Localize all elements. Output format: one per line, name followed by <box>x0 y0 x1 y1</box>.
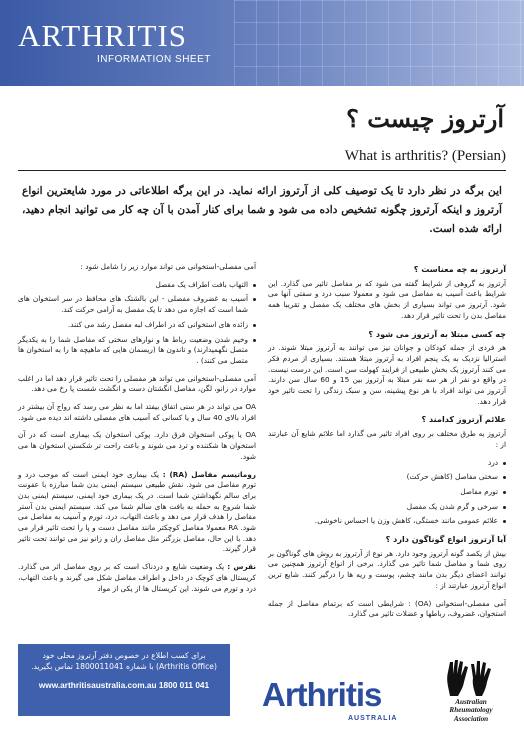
paragraph: آمی مفصلی-استخوانی می تواند موارد زیر را شامل شود : <box>80 262 256 271</box>
heading-symptoms: علائم آرتروز کدامند ؟ <box>421 414 506 425</box>
ra-text: یک بیماری خود ایمنی است که موجب درد و تورم مفاصل می شود. نقش طبیعی سیستم ایمنی بدن شما مبارزه با عفونت برای سالم نگهداشتن شما است. در یک بیماری خود ایمنی، سیستم ایمنی بدن شما شروع به حمله به بافت های سالم شما می کند. سیستم ایمنی بدن آستر مفاصل را هدف قرار می دهد و باعث التهاب، درد، تورم و آسیب به مفاصل می شود. RA معمولا مفاصل کوچکتر مانند مفاصل دست و پا را تحت تاثیر قرار می دهد. با این حال، مفاصل بزرگتر مثل مفاصل ران و زانو نیز می توانند تحت تاثیر قرار گیرند. <box>18 469 256 554</box>
header-brand: ARTHRITIS <box>18 18 188 53</box>
arthritis-australia-logo <box>262 676 398 722</box>
gout-heading: نقرس : <box>227 562 257 572</box>
paragraph: آرتروز به گروهی از شرایط گفته می شود که بر مفاصل تاثیر می گذارد. این شرایط باعث آسیب به مفاصل می شود و معمولا سبب درد و سفتی آنها می شود. آرتروز می تواند بسیاری از بخش های مختلف یک مفصل و تقریبا همه مفاصل بدن را تحت تاثیر قرار دهد. <box>268 278 506 320</box>
list-item: تورم مفاصل <box>268 487 506 498</box>
header-subtitle: INFORMATION SHEET <box>97 54 211 65</box>
contact-line-1: برای کسب اطلاع در خصوص دفتر آرتروز محلی خود <box>42 651 206 660</box>
logo-subtitle: AUSTRALIA <box>348 715 398 722</box>
intro-paragraph: این برگه در نظر دارد تا یک توصیف کلی از آرتروز ارائه نماید. در این برگه اطلاعاتی در مورد شایعترین انواع آرتروز و اینکه آرتروز چگونه تشخیص داده می شود و شما برای کنار آمدن با آن چه کار می توانید انجام دهید، ارائه شده است. <box>22 185 502 235</box>
left-column <box>18 262 256 601</box>
gout-text: یک وضعیت شایع و دردناک است که بر روی مفاصل اثر می گذارد. کریستال های کوچک در داخل و اطراف مفاصل شکل می گیرند و باعث التهاب، درد و تورم می شوند. این کریستال ها از یکی از مواد <box>18 562 256 593</box>
paragraph: آمی مفصلی-استخوانی می تواند هر مفصلی را تحت تاثیر قرار دهد اما در اغلب موارد در زانو، لگن، مفاصل انگشتان دست و انگشت شست پا رخ می دهد. <box>18 373 256 394</box>
contact-url[interactable]: www.arthritisaustralia.com.au 1800 011 041 <box>38 680 210 690</box>
ara-line-3: Association <box>453 714 489 723</box>
paragraph: آرتروز به طرق مختلف بر روی افراد تاثیر می گذارد اما علائم شایع آن عبارتند از : <box>268 429 506 449</box>
paragraph-gout <box>18 562 256 594</box>
symptoms-list <box>268 458 506 528</box>
header-banner <box>0 0 524 86</box>
heading-who-gets-arthritis: چه کسی مبتلا به آرتروز می شود ؟ <box>368 328 506 339</box>
paragraph: OA یا پوکی استخوان فرق دارد. پوکی استخوان یک بیماری است که در آن استخوان ها شکننده و ترد می شوند و باعث راحت تر شکستن استخوان ها می شود. <box>18 430 256 461</box>
heading-types: آیا آرتروز انواع گوناگون دارد ؟ <box>385 534 506 545</box>
paragraph-osteoarthritis: آمی مفصلی-استخوانی (OA) : شرایطی است که برتمام مفاصل از جمله استخوان، غضروف، رباطها و عضلات تاثیر می گذارد. <box>268 598 506 619</box>
logo-name: Arthritis <box>262 676 382 713</box>
ara-hands-icon <box>430 652 504 698</box>
paragraph: هر فردی از جمله کودکان و جوانان نیز می توانند به آرتروز مبتلا شوند. در استرالیا نزدیک به یک پنجم افراد به آرتروز مبتلا هستند. بسیاری از مردم فکر می کنند آرتروز یک بخش طبیعی از فرایند کهولت سن است. این درست نیست. در واقع دو نفر از هر سه نفر مبتلا به آرتروز بین 15 و 60 سال سن دارند. آرتروز می تواند افراد با هر نوع پیشینه، سن و سبک زندگی را تحت تاثیر خود قرار دهد. <box>268 343 506 406</box>
list-item: آسیب به غضروف مفصلی - این بالشتک های محافظ در سر استخوان های شما است که اجازه می دهد تا یک مفصل به آرامی حرکت کند. <box>18 294 256 315</box>
paragraph: OA می تواند در هر سنی اتفاق بیفتد اما به نظر می رسد که رواج آن بیشتر در افراد بالای 40 سال و یا کسانی که آسیب های مفصلی داشته اند دیده می شود. <box>18 402 256 422</box>
title-divider <box>18 170 506 171</box>
list-item: وخیم شدن وضعیت رباط ها و نوارهای سختی که مفاصل شما را به یکدیگر متصل نگهمیدارند) و تاندون ها (ریسمان هایی که ماهیچه ها را به استخوان ها متصل می کنند) . <box>18 335 256 367</box>
list-item: علائم عمومی مانند خستگی، کاهش وزن یا احساس ناخوشی. <box>268 516 506 527</box>
page-title-persian: آرتروز چیست ؟ <box>346 104 504 133</box>
header-grid-decoration <box>234 0 524 86</box>
contact-line-2: (Arthritis Office) با شماره 1800011041 تماس بگیرید. <box>31 662 217 671</box>
ra-heading: روماتیسم مفاصل (RA) : <box>162 469 256 479</box>
page-title-english: What is arthritis? (Persian) <box>344 148 506 164</box>
right-column <box>268 262 506 627</box>
paragraph-ra <box>18 470 256 556</box>
paragraph: بیش از یکصد گونه آرتروز وجود دارد. هر نوع از آرتروز به روش های گوناگون بر روی شما و مفاصل شما تاثیر می گذارد. برخی از انواع آرتروز همچنین می توانند اعضای دیگر بدن مانند چشم، پوست و ریه ها را درگیر کنند. شایع ترین انواع آرتروز عبارتند از : <box>268 548 506 590</box>
heading-what-is-arthritis: آرتروز به چه معناست ؟ <box>413 264 506 274</box>
list-item: زائده های استخوانی که در اطراف لبه مفصل رشد می کنند. <box>18 320 256 331</box>
list-item: سختی مفاصل (کاهش حرکت) <box>268 472 506 483</box>
contact-box <box>18 644 230 716</box>
ara-line-1: Australian <box>455 698 487 706</box>
ara-text <box>438 698 504 723</box>
list-item: التهاب بافت اطراف یک مفصل <box>18 280 256 291</box>
oa-list <box>18 280 256 367</box>
list-item: درد <box>268 458 506 469</box>
list-item: سرخی و گرم شدن یک مفصل <box>268 502 506 513</box>
ara-line-2: Rheumatology <box>449 706 493 715</box>
ara-logo <box>430 652 504 732</box>
